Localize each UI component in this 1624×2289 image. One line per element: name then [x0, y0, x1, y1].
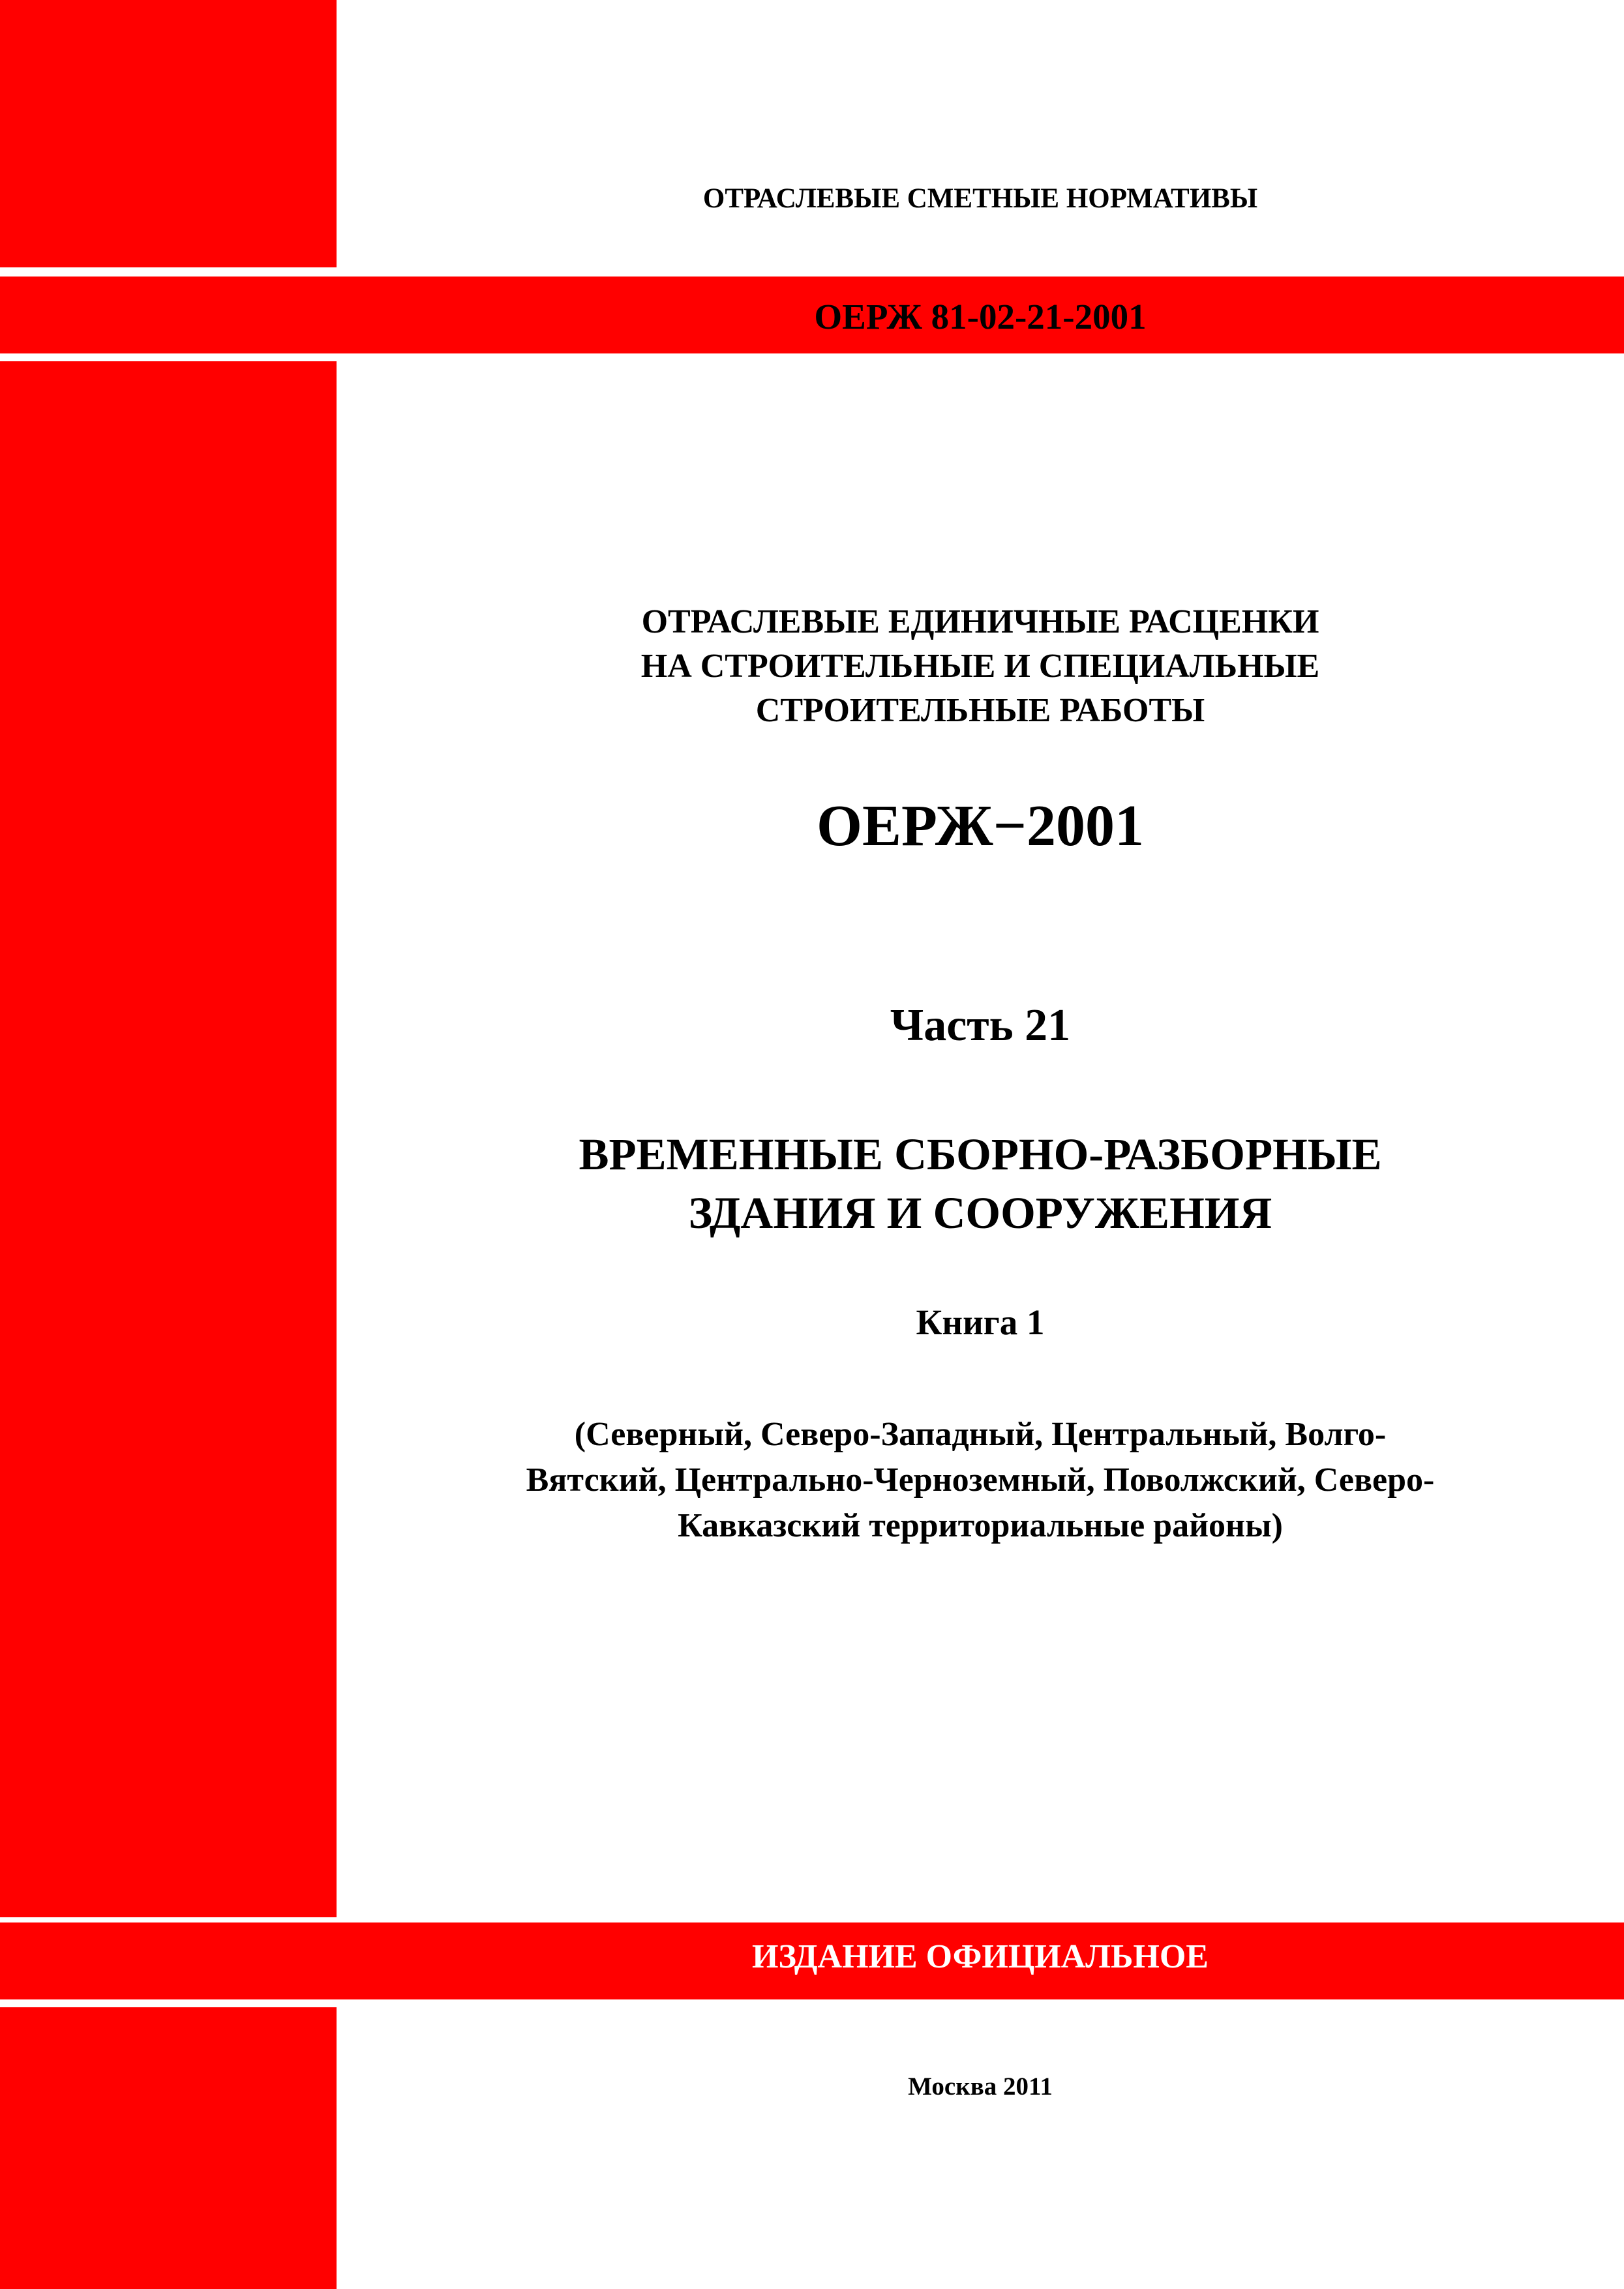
part-number: Часть 21 [890, 1000, 1071, 1051]
publication-place-year: Москва 2011 [908, 2072, 1053, 2101]
part-title [337, 1125, 1624, 1242]
left-red-bar-top [0, 0, 337, 267]
title-line: СТРОИТЕЛЬНЫЕ РАБОТЫ [755, 692, 1205, 729]
document-title [337, 600, 1624, 733]
regions-line: Кавказский территориальные районы) [678, 1507, 1283, 1544]
main-code: ОЕРЖ−2001 [816, 794, 1145, 858]
regions-line: Вятский, Центрально-Черноземный, Поволжский, Северо- [526, 1461, 1435, 1499]
official-edition-label: ИЗДАНИЕ ОФИЦИАЛЬНОЕ [752, 1938, 1209, 1975]
document-code: ОЕРЖ 81-02-21-2001 [814, 297, 1147, 337]
subtitle-line: ВРЕМЕННЫЕ СБОРНО-РАЗБОРНЫЕ [579, 1130, 1382, 1179]
book-number: Книга 1 [916, 1302, 1045, 1342]
left-red-bar-middle [0, 361, 337, 1917]
subtitle-line: ЗДАНИЯ И СООРУЖЕНИЯ [688, 1188, 1272, 1238]
title-line: НА СТРОИТЕЛЬНЫЕ И СПЕЦИАЛЬНЫЕ [640, 648, 1320, 685]
title-line: ОТРАСЛЕВЫЕ ЕДИНИЧНЫЕ РАСЦЕНКИ [641, 603, 1319, 640]
regions-note [337, 1412, 1624, 1549]
series-title: ОТРАСЛЕВЫЕ СМЕТНЫЕ НОРМАТИВЫ [702, 183, 1258, 214]
regions-line: (Северный, Северо-Западный, Центральный, Волго- [574, 1416, 1387, 1453]
left-red-bar-bottom [0, 2007, 337, 2289]
